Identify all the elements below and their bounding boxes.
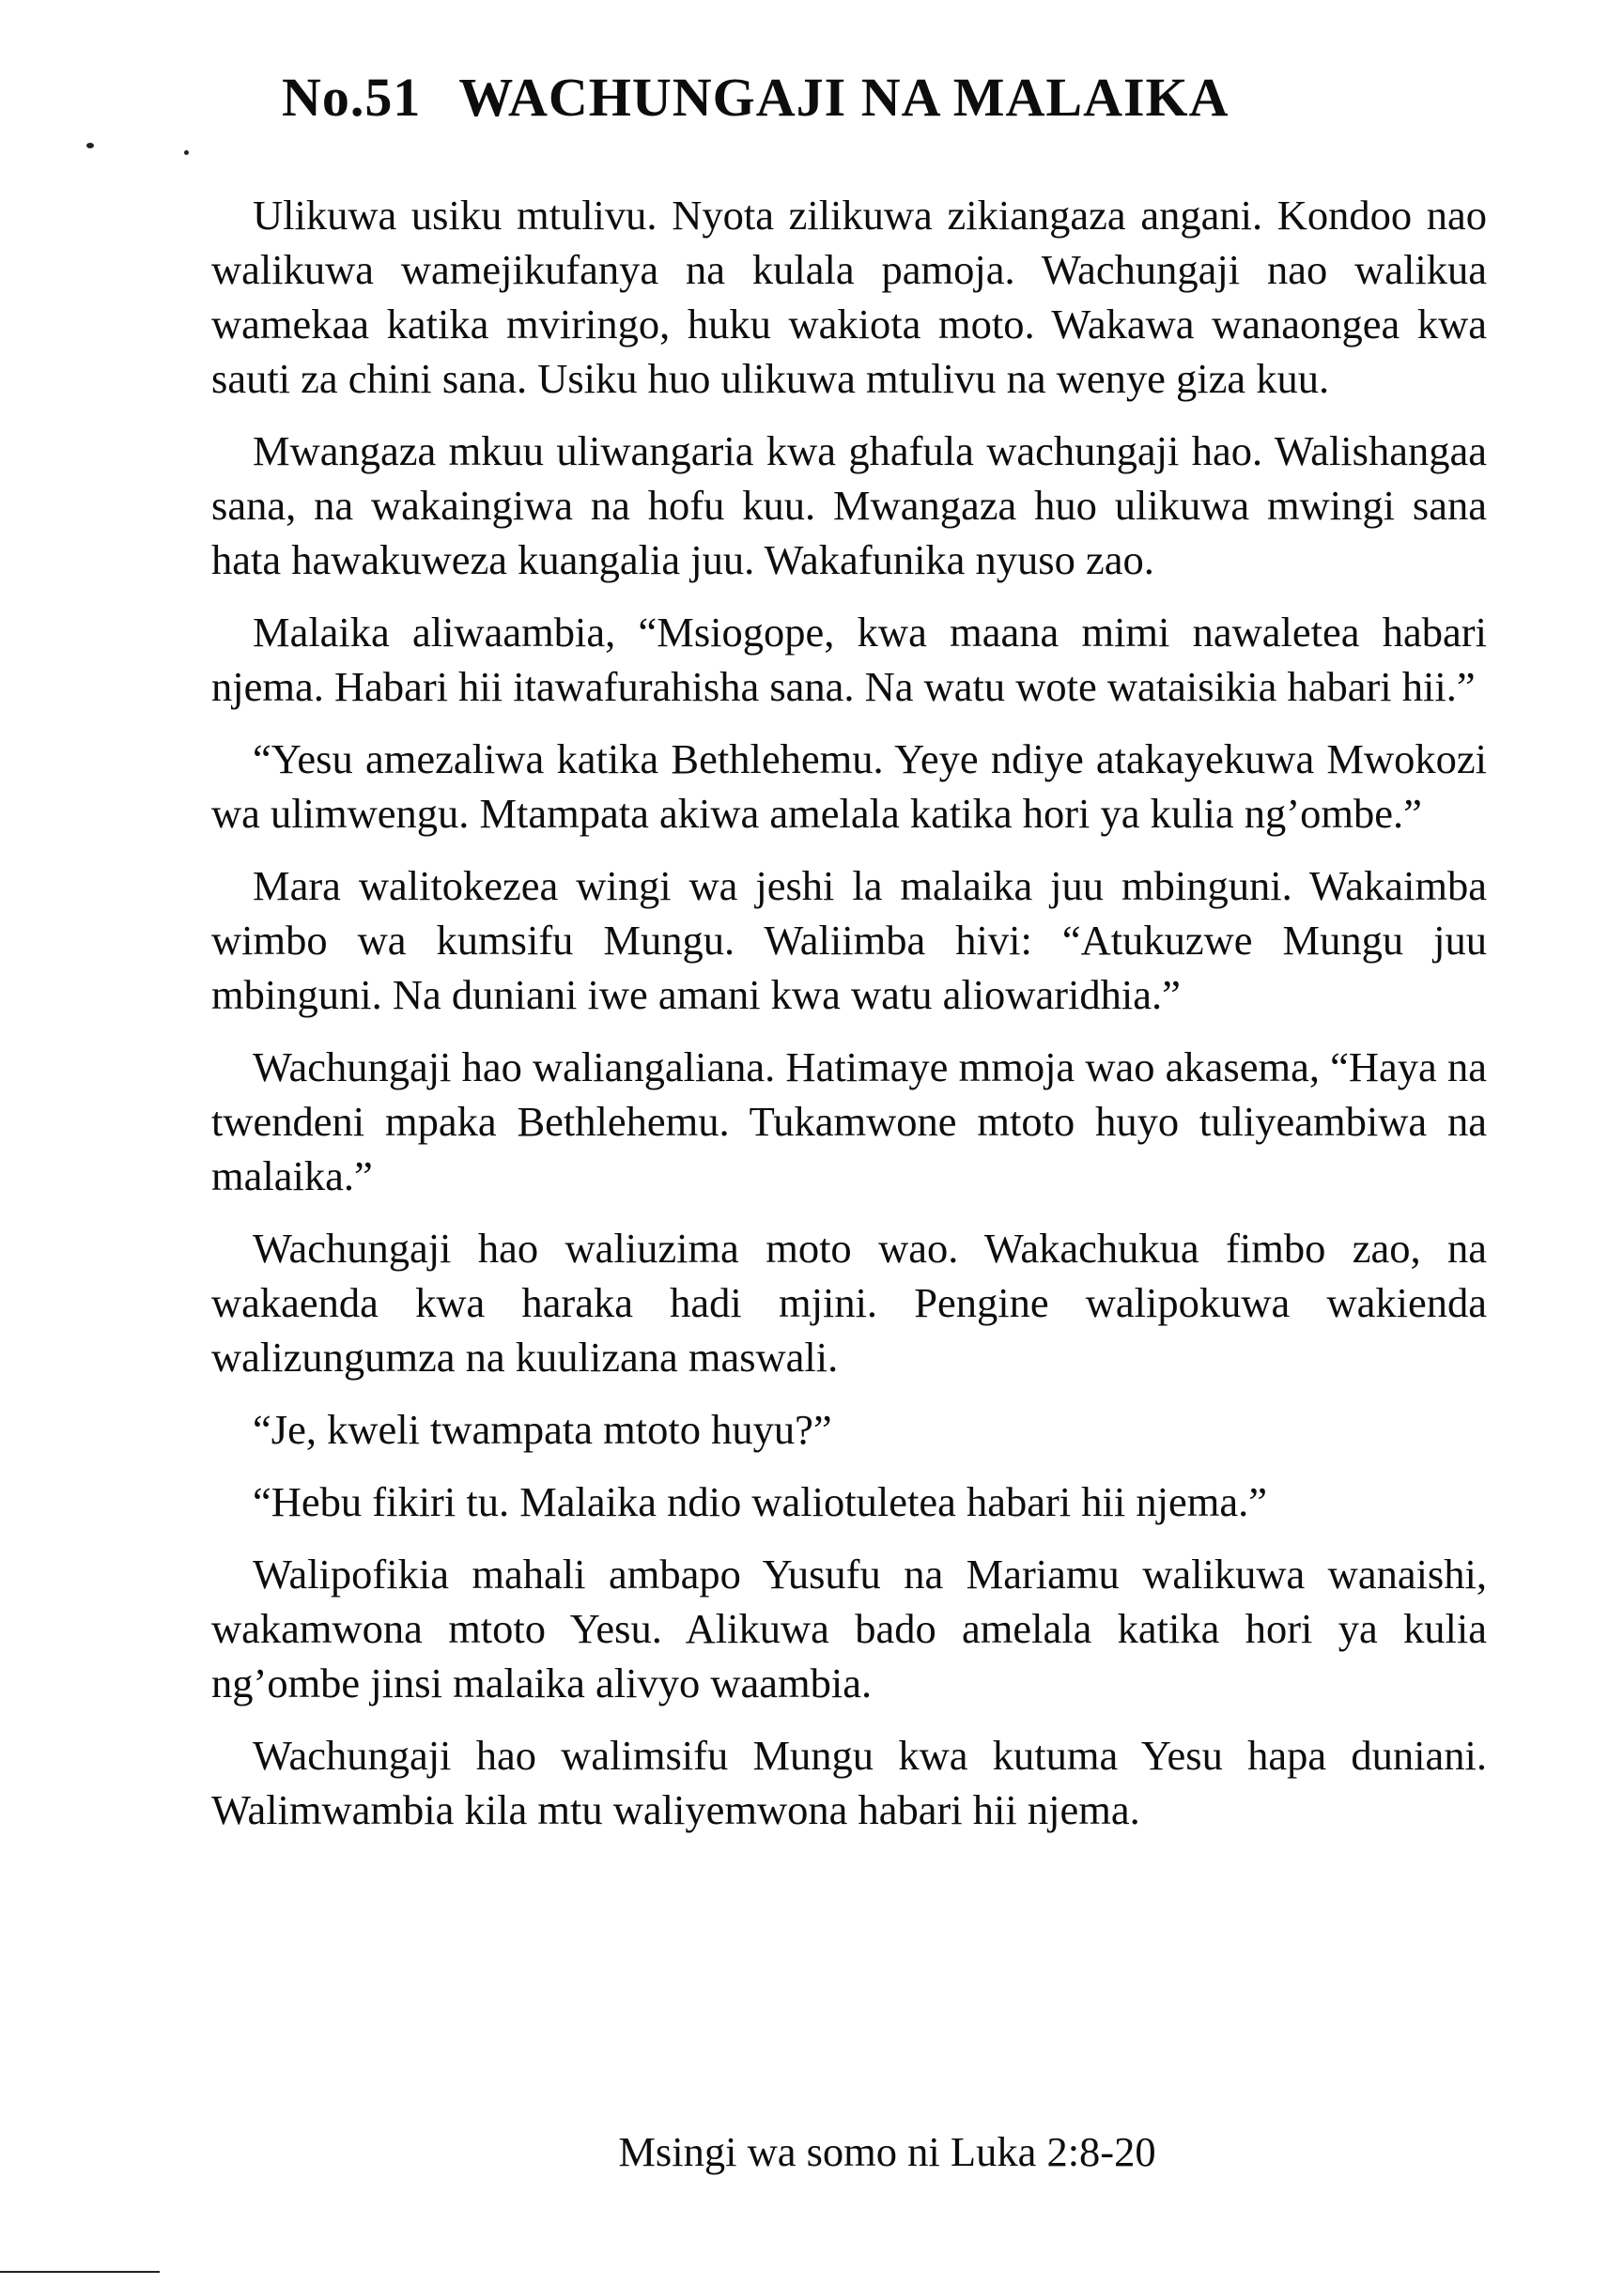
story-body bbox=[211, 188, 1487, 1855]
paragraph: “Je, kweli twampata mtoto huyu?” bbox=[253, 1406, 832, 1453]
paragraph: Mara walitokezea wingi wa jeshi la malaika juu mbinguni. Wakaimba wimbo wa kumsifu Mungu. Waliimba hivi: “Atukuzwe Mungu juu mbinguni. Na duniani iwe amani kwa watu aliowaridhia.” bbox=[211, 862, 1487, 1018]
paragraph: Ulikuwa usiku mtulivu. Nyota zilikuwa zikiangaza angani. Kondoo nao walikuwa wamejikufanya na kulala pamoja. Wachungaji nao walikua wamekaa katika mviringo, huku wakiota moto. Wakawa wanaongea kwa sauti za chini sana. Usiku huo ulikuwa mtulivu na wenye giza kuu. bbox=[211, 192, 1487, 402]
lesson-number: No.51 bbox=[282, 67, 422, 128]
paragraph: Walipofikia mahali ambapo Yusufu na Mariamu walikuwa wanaishi, wakamwona mtoto Yesu. Alikuwa bado amelala katika hori ya kulia ng’ombe jinsi malaika alivyo waambia. bbox=[211, 1551, 1487, 1706]
lesson-title: WACHUNGAJI NA MALAIKA bbox=[458, 67, 1230, 128]
paragraph: Wachungaji hao waliuzima moto wao. Wakachukua fimbo zao, na wakaenda kwa haraka hadi mjini. Pengine walipokuwa wakienda walizungumza na kuulizana maswali. bbox=[211, 1225, 1487, 1381]
paragraph: Malaika aliwaambia, “Msiogope, kwa maana mimi nawaletea habari njema. Habari hii itawafurahisha sana. Na watu wote wataisikia habari hii.” bbox=[211, 609, 1487, 710]
paragraph: Mwangaza mkuu uliwangaria kwa ghafula wachungaji hao. Walishangaa sana, na wakaingiwa na hofu kuu. Mwangaza huo ulikuwa mwingi sana hata hawakuweza kuangalia juu. Wakafunika nyuso zao. bbox=[211, 427, 1487, 583]
paragraph: Wachungaji hao waliangaliana. Hatimaye mmoja wao akasema, “Haya na twendeni mpaka Bethlehemu. Tukamwone mtoto huyo tuliyeambiwa na malaika.” bbox=[211, 1043, 1487, 1199]
bottom-edge-rule bbox=[0, 2271, 160, 2273]
scripture-reference: Msingi wa somo ni Luka 2:8-20 bbox=[618, 2128, 1156, 2175]
paragraph: “Hebu fikiri tu. Malaika ndio waliotuletea habari hii njema.” bbox=[253, 1478, 1267, 1525]
paragraph: Wachungaji hao walimsifu Mungu kwa kutuma Yesu hapa duniani. Walimwambia kila mtu waliyemwona habari hii njema. bbox=[211, 1732, 1487, 1833]
page-title bbox=[282, 66, 1230, 129]
print-speck bbox=[184, 150, 189, 155]
print-speck bbox=[86, 143, 94, 148]
paragraph: “Yesu amezaliwa katika Bethlehemu. Yeye ndiye atakayekuwa Mwokozi wa ulimwengu. Mtampata akiwa amelala katika hori ya kulia ng’ombe.” bbox=[211, 735, 1487, 837]
